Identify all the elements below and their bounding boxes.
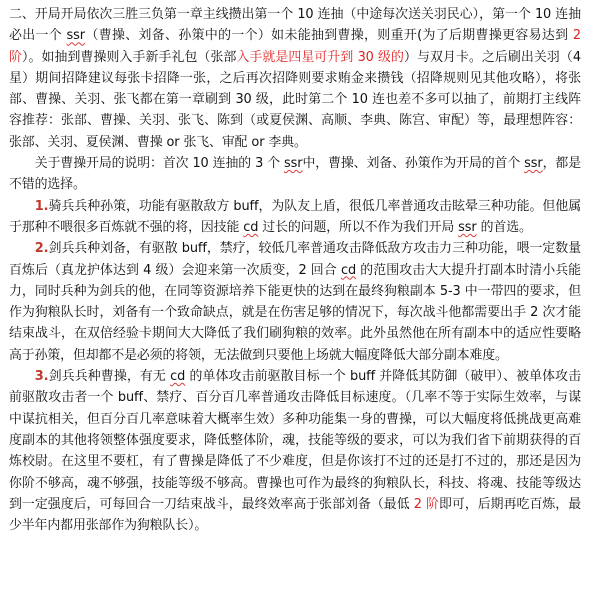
highlight-text: 入手就是四星可升到 30 级的 <box>236 49 404 65</box>
spellcheck-word: ssr <box>284 156 303 172</box>
paragraph-sunce <box>9 196 581 239</box>
paragraph-opening-strategy <box>9 4 581 153</box>
spellcheck-word: cd <box>170 369 186 385</box>
paragraph-caocao-intro <box>9 153 581 196</box>
highlight-text: 2 阶 <box>9 28 581 65</box>
spellcheck-word: ssr <box>458 219 477 235</box>
spellcheck-word: cd <box>340 262 357 278</box>
spellcheck-word: cd <box>243 219 259 235</box>
text: （曹操、刘备、孙策中的一个）如未能抽到曹操，则重开(为了后期曹操更容易达到 <box>84 28 573 44</box>
text: ）。如抽到曹操则入手新手礼包（张部 <box>22 49 237 65</box>
section-number: 1. <box>34 198 49 214</box>
text: 二、开局开局依次三胜三负第一章主线攒出第一个 10 连抽（中途每次送关羽民心），第一个 10 连抽必出一个 <box>9 7 581 44</box>
highlight-text: 2 阶 <box>413 496 439 512</box>
text: 即可，后期再吃百炼，最少半年内都用张部作为狗粮队长）。 <box>9 496 582 534</box>
text: 的首选。 <box>476 219 532 235</box>
spellcheck-word: ssr <box>66 28 85 44</box>
spellcheck-word: ssr <box>524 156 543 172</box>
text: 剑兵兵种刘备，有驱散 buff，禁疗，较低几率普通攻击降低敌方攻击力三种功能，喂一定数量百炼后（真龙护体达到 4 级）会迎来第一次质变，2 回合 <box>9 241 581 278</box>
text: ）与双月卡。之后刷出关羽（4 星）期间招降建议每张卡招降一张，之后再次招降则要求贿金来攒钱（招降规则见其他攻略），将张部、曹操、关羽、张飞都在第一章刷到 30 级，此时第二个 10 连也差不多可以抽了，前期打主线阵容推荐：张部、曹操、关羽、张飞、陈到（或夏侯渊、高顺、李典、陈宫、审配）等，最理想阵容：张部、关羽、夏侯渊、曹操 or 张飞、审配 or 李典。 <box>9 49 581 150</box>
text: 关于曹操开局的说明：首次 10 连抽的 3 个 <box>34 156 285 172</box>
section-number: 2. <box>34 241 49 257</box>
paragraph-caocao <box>9 366 581 536</box>
text: 中，曹操、刘备、孙策作为开局的首个 <box>302 156 525 172</box>
text: 的单体攻击前驱散目标一个 buff 并降低其防御（破甲）、被单体攻击前驱散攻击者一个 buff、禁疗、百分百几率普通攻击降低目标速度。（几率不等于实际生效率，与谋中谋抗相关，但百分百几率意味着大概率生效）多种功能集一身的曹操，可以大幅度将低挑战更高难度副本的其他将领整体强度要求，降低整体阶，魂，技能等级的要求，可以为我们省下前期获得的百炼校尉。在这里不要杠，有了曹操是降低了不少难度，但是你该打不过的还是打不过的，那还是因为你阶不够高，魂不够强，技能等级不够高。曹操也可作为最终的狗粮队长，科技、将魂、技能等级达到一定强度后，可每回合一刀结束战斗，最终效率高于张部刘备（最低 <box>9 369 581 512</box>
section-number: 3. <box>34 369 49 385</box>
text: ，都是不错的选择。 <box>9 156 581 193</box>
text: 的范围攻击大大提升打副本时清小兵能力，同时兵种为剑兵的他，在同等资源培养下能更快的达到在最终狗粮副本 5-3 中一带四的要求，但作为狗粮队长时，刘备有一个致命缺点，就是在伤害足够的情况下，每次战斗他都需要出手 2 次才能结束战斗，在双倍经验卡期间大大降低了我们刷狗粮的效率。此外虽然他在所有副本中的适应性要略高于孙策，但却都不是必须的将领，无法做到只要他上场就大幅度降低大部分副本难度。 <box>9 262 581 363</box>
text: 过长的问题，所以不作为我们开局 <box>258 219 459 235</box>
text: 剑兵兵种曹操，有无 <box>48 369 171 385</box>
text: 骑兵兵种孙策，功能有驱散敌方 buff，为队友上盾，很低几率普通攻击眩晕三种功能。但他属于那种不喂很多百炼就不强的将，因技能 <box>9 198 581 235</box>
paragraph-liubei <box>9 238 581 366</box>
